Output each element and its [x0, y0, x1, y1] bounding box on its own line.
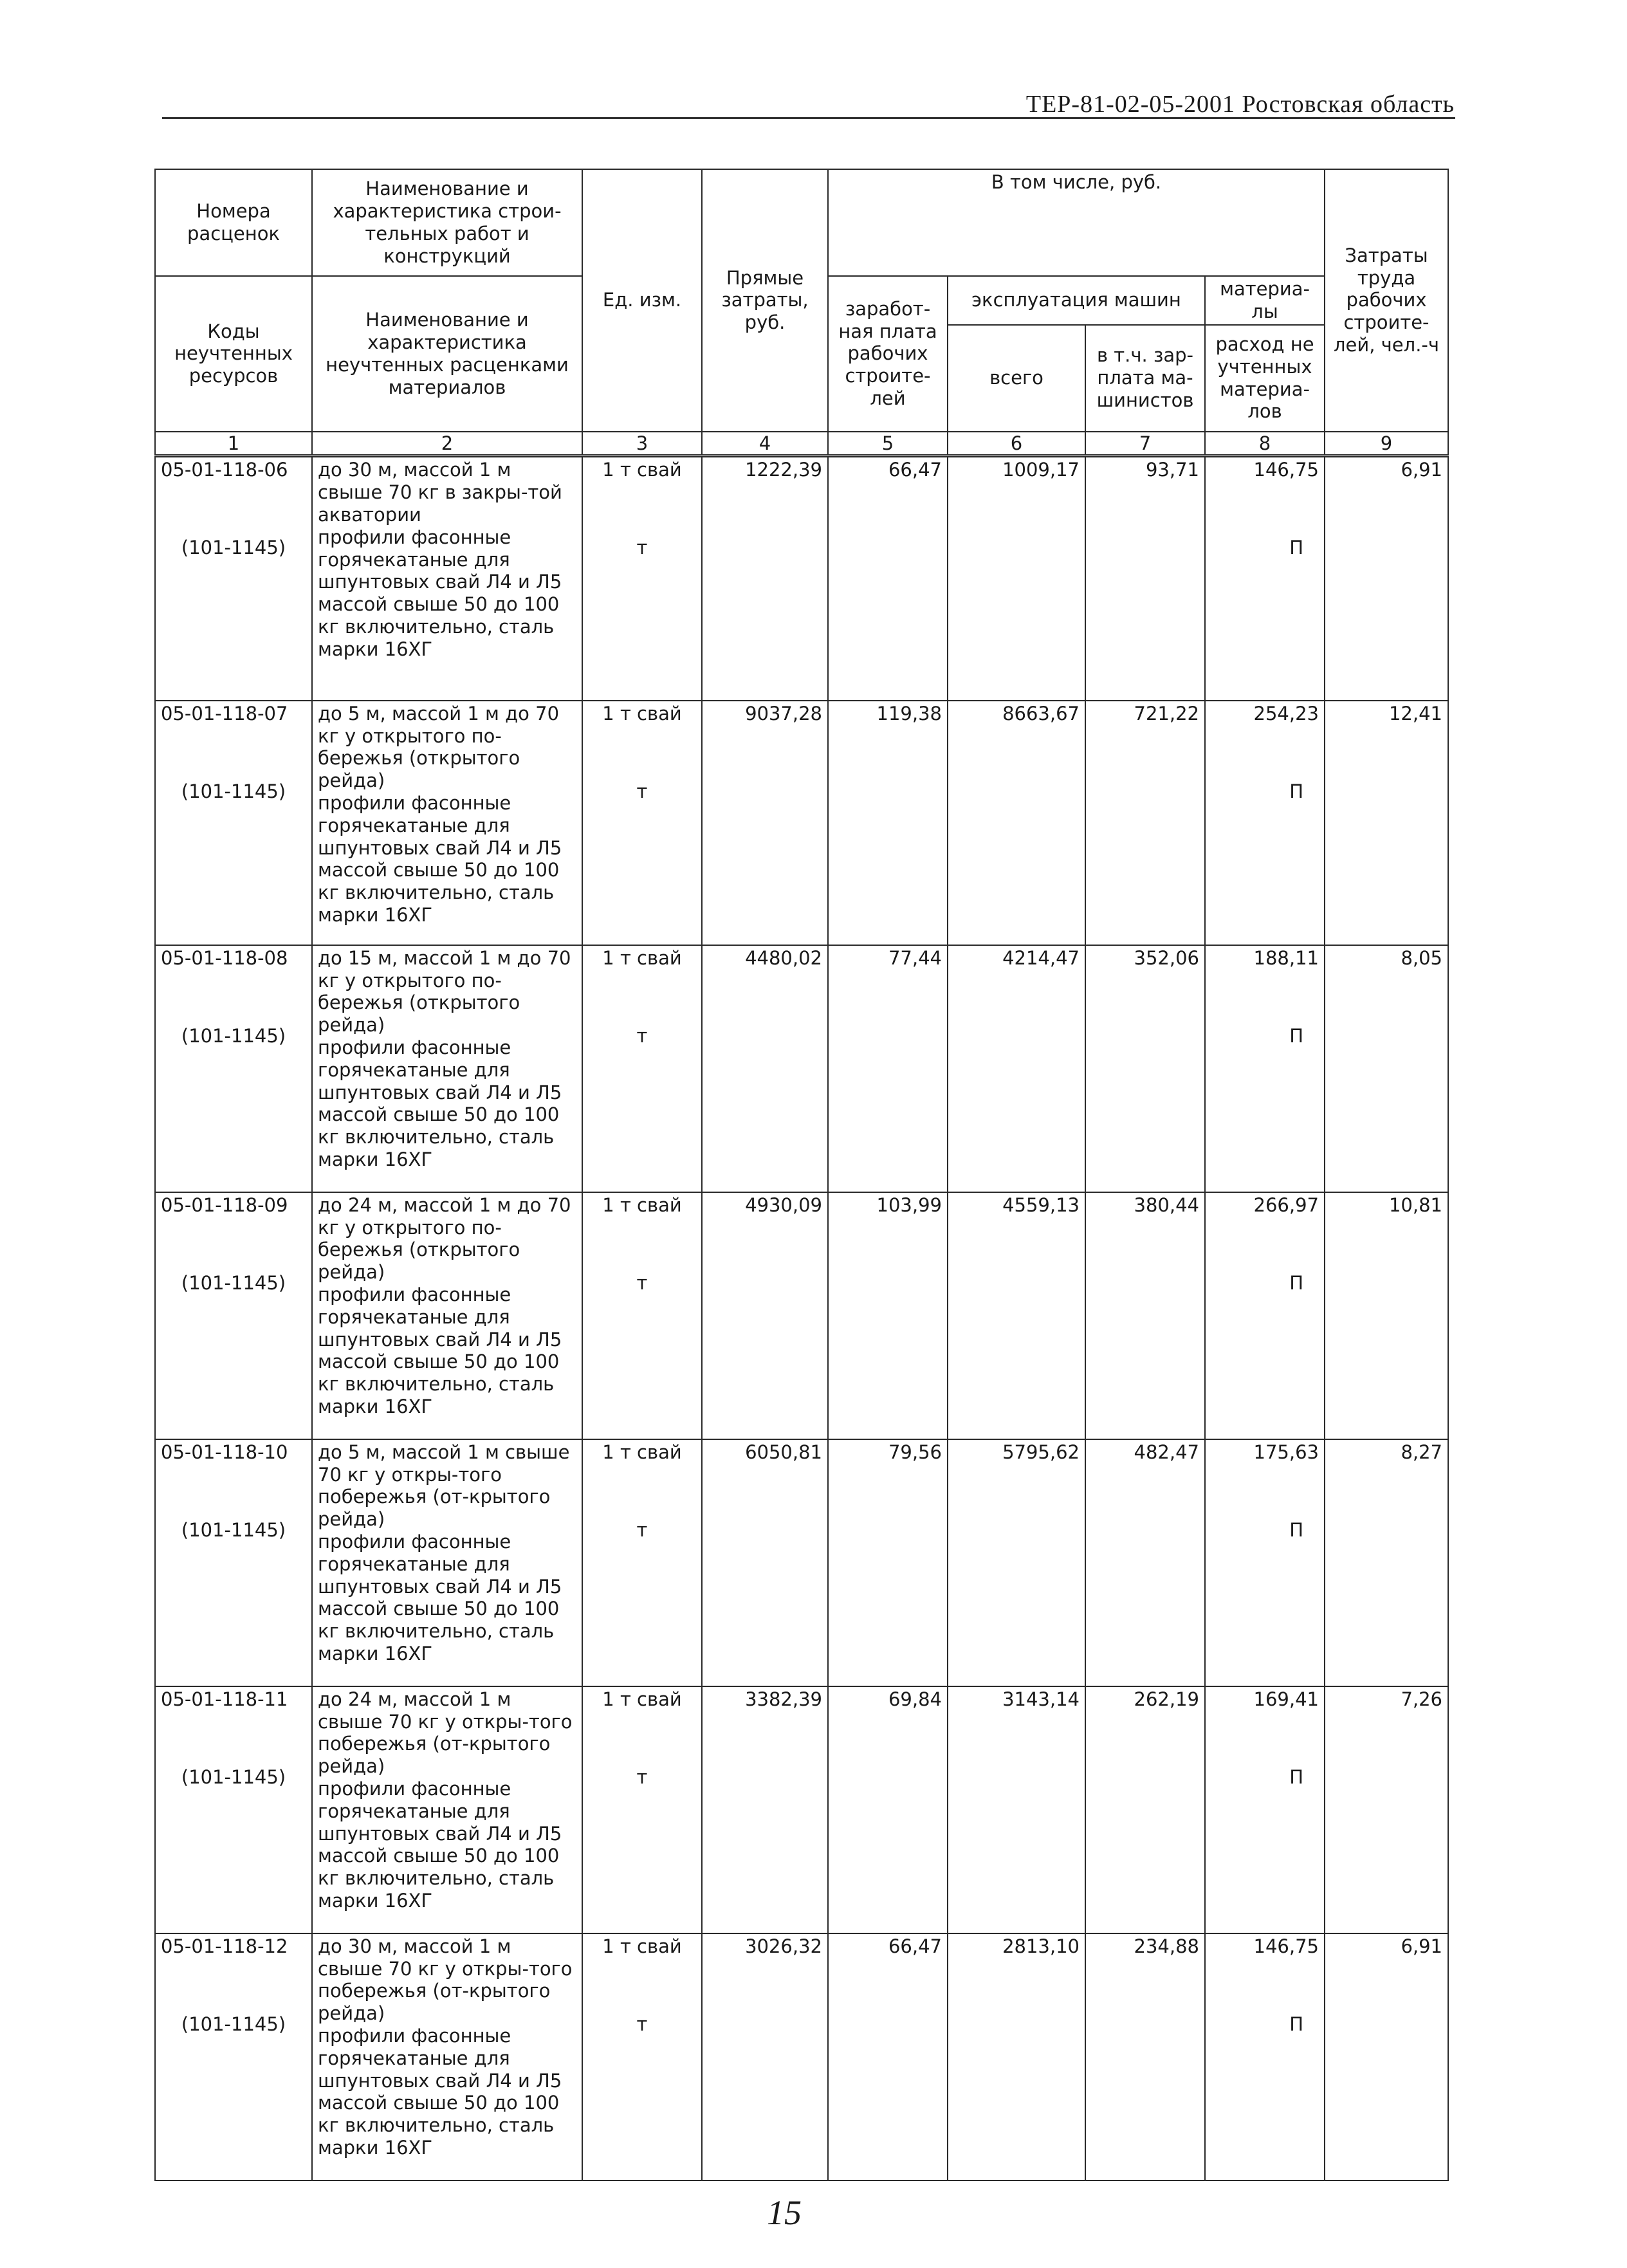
rate-code: 05-01-118-11 — [161, 1688, 288, 1710]
unit-cell — [582, 1192, 702, 1439]
column-number: 1 — [155, 432, 312, 456]
resource-code: (101-1145) — [181, 2013, 286, 2035]
document-header-title: ТЕР-81-02-05-2001 Ростовская область — [1025, 91, 1455, 118]
materials-cell — [1205, 1686, 1325, 1933]
resource-mark: П — [1289, 2013, 1304, 2035]
work-name-cell — [312, 1686, 582, 1933]
unit-cell — [582, 701, 702, 945]
unit: 1 т свай — [602, 702, 682, 724]
table-row — [155, 1439, 1448, 1686]
resource-code: (101-1145) — [181, 1271, 286, 1294]
column-number: 3 — [582, 432, 702, 456]
resource-unit: т — [636, 1518, 648, 1541]
unit-cell — [582, 945, 702, 1192]
rate-code: 05-01-118-07 — [161, 702, 288, 724]
header-codes-bottom: Коды неучтенных ресурсов — [155, 276, 312, 432]
resource-mark: П — [1289, 1024, 1304, 1047]
rate-code-cell — [155, 1192, 312, 1439]
header-wage: заработ-ная плата рабочих строите-лей — [828, 276, 948, 432]
column-number: 5 — [828, 432, 948, 456]
work-name: до 5 м, массой 1 м до 70 кг у открытого по-бережья (открытого рейда) — [318, 702, 560, 792]
materials-cell — [1205, 701, 1325, 945]
resource-code: (101-1145) — [181, 537, 286, 559]
resource-name: профили фасонные горячекатаные для шпунтовых свай Л4 и Л5 массой свыше 50 до 100 кг включительно, сталь марки 16ХГ — [318, 526, 562, 660]
work-name: до 5 м, массой 1 м свыше 70 кг у откры-того побережья (от-крытого рейда) — [318, 1441, 570, 1531]
work-name: до 24 м, массой 1 м свыше 70 кг у откры-того побережья (от-крытого рейда) — [318, 1688, 573, 1778]
unit-cell — [582, 456, 702, 701]
materials-cell — [1205, 945, 1325, 1192]
table-row — [155, 1686, 1448, 1933]
machines-total-cell: 5795,62 — [948, 1439, 1085, 1686]
column-number: 2 — [312, 432, 582, 456]
work-name: до 15 м, массой 1 м до 70 кг у открытого по-бережья (открытого рейда) — [318, 946, 571, 1037]
work-name-cell — [312, 1933, 582, 2180]
wage-cell: 69,84 — [828, 1686, 948, 1933]
unit-cell — [582, 1439, 702, 1686]
table-row — [155, 1192, 1448, 1439]
resource-name: профили фасонные горячекатаные для шпунтовых свай Л4 и Л5 массой свыше 50 до 100 кг включительно, сталь марки 16ХГ — [318, 792, 562, 927]
resource-code: (101-1145) — [181, 780, 286, 802]
rate-code: 05-01-118-12 — [161, 1935, 288, 1957]
unit: 1 т свай — [602, 1688, 682, 1710]
resource-unit: т — [636, 2013, 648, 2035]
materials-cell — [1205, 1439, 1325, 1686]
header-name-top: Наименование и характеристика строи-тельных работ и конструкций — [312, 169, 582, 276]
wage-cell: 66,47 — [828, 1933, 948, 2180]
resource-name: профили фасонные горячекатаные для шпунтовых свай Л4 и Л5 массой свыше 50 до 100 кг включительно, сталь марки 16ХГ — [318, 1284, 562, 1418]
column-number: 6 — [948, 432, 1085, 456]
column-number: 7 — [1085, 432, 1205, 456]
work-name-cell — [312, 701, 582, 945]
table-row — [155, 701, 1448, 945]
materials-cell — [1205, 1933, 1325, 2180]
materials-value: 266,97 — [1253, 1194, 1319, 1216]
rate-code: 05-01-118-06 — [161, 459, 288, 481]
unit: 1 т свай — [602, 459, 682, 481]
rate-code-cell — [155, 1439, 312, 1686]
table-row — [155, 945, 1448, 1192]
labor-cell: 10,81 — [1325, 1192, 1448, 1439]
wage-cell: 79,56 — [828, 1439, 948, 1686]
unit: 1 т свай — [602, 1194, 682, 1216]
machines-total-cell: 1009,17 — [948, 456, 1085, 701]
unit-cell — [582, 1933, 702, 2180]
resource-name: профили фасонные горячекатаные для шпунтовых свай Л4 и Л5 массой свыше 50 до 100 кг включительно, сталь марки 16ХГ — [318, 1778, 562, 1912]
resource-mark: П — [1289, 1766, 1304, 1788]
resource-unit: т — [636, 537, 648, 559]
rate-code: 05-01-118-08 — [161, 946, 288, 969]
materials-value: 169,41 — [1253, 1688, 1319, 1710]
direct-costs-cell: 3026,32 — [702, 1933, 828, 2180]
header-materials-bottom: расход не учтенных материа-лов — [1205, 325, 1325, 432]
machines-total-cell: 8663,67 — [948, 701, 1085, 945]
rates-table — [154, 169, 1449, 2181]
wage-cell: 103,99 — [828, 1192, 948, 1439]
labor-cell: 7,26 — [1325, 1686, 1448, 1933]
column-number: 9 — [1325, 432, 1448, 456]
column-number: 4 — [702, 432, 828, 456]
resource-mark: П — [1289, 780, 1304, 802]
resource-code: (101-1145) — [181, 1024, 286, 1047]
materials-value: 254,23 — [1253, 702, 1319, 724]
labor-cell: 8,05 — [1325, 945, 1448, 1192]
rate-code-cell — [155, 1933, 312, 2180]
work-name: до 24 м, массой 1 м до 70 кг у открытого по-бережья (открытого рейда) — [318, 1194, 571, 1284]
resource-mark: П — [1289, 1271, 1304, 1294]
wage-cell: 66,47 — [828, 456, 948, 701]
work-name: до 30 м, массой 1 м свыше 70 кг в закры-той акватории — [318, 459, 562, 526]
machines-wage-cell: 380,44 — [1085, 1192, 1205, 1439]
rate-code-cell — [155, 456, 312, 701]
resource-name: профили фасонные горячекатаные для шпунтовых свай Л4 и Л5 массой свыше 50 до 100 кг включительно, сталь марки 16ХГ — [318, 1037, 562, 1171]
wage-cell: 119,38 — [828, 701, 948, 945]
header-machines: эксплуатация машин — [948, 276, 1205, 325]
machines-wage-cell: 234,88 — [1085, 1933, 1205, 2180]
materials-cell — [1205, 1192, 1325, 1439]
rate-code-cell — [155, 701, 312, 945]
rates-table-body — [155, 456, 1448, 2180]
materials-cell — [1205, 456, 1325, 701]
machines-wage-cell: 352,06 — [1085, 945, 1205, 1192]
header-machines-total: всего — [948, 325, 1085, 432]
rate-code-cell — [155, 1686, 312, 1933]
resource-unit: т — [636, 780, 648, 802]
work-name-cell — [312, 1192, 582, 1439]
header-machines-wage: в т.ч. зар-плата ма-шинистов — [1085, 325, 1205, 432]
rate-code: 05-01-118-09 — [161, 1194, 288, 1216]
machines-wage-cell: 262,19 — [1085, 1686, 1205, 1933]
column-number: 8 — [1205, 432, 1325, 456]
resource-code: (101-1145) — [181, 1518, 286, 1541]
header-name-bottom: Наименование и характеристика неучтенных расценками материалов — [312, 276, 582, 432]
labor-cell: 8,27 — [1325, 1439, 1448, 1686]
rate-code-cell — [155, 945, 312, 1192]
machines-total-cell: 4214,47 — [948, 945, 1085, 1192]
unit: 1 т свай — [602, 1441, 682, 1463]
materials-value: 188,11 — [1253, 946, 1319, 969]
materials-value: 146,75 — [1253, 459, 1319, 481]
labor-cell: 6,91 — [1325, 456, 1448, 701]
machines-wage-cell: 482,47 — [1085, 1439, 1205, 1686]
resource-name: профили фасонные горячекатаные для шпунтовых свай Л4 и Л5 массой свыше 50 до 100 кг включительно, сталь марки 16ХГ — [318, 1531, 562, 1665]
machines-wage-cell: 93,71 — [1085, 456, 1205, 701]
machines-total-cell: 4559,13 — [948, 1192, 1085, 1439]
materials-value: 146,75 — [1253, 1935, 1319, 1957]
table-row — [155, 1933, 1448, 2180]
page-number: 15 — [767, 2193, 802, 2232]
work-name-cell — [312, 1439, 582, 1686]
header-incl: В том числе, руб. — [828, 169, 1325, 276]
labor-cell: 6,91 — [1325, 1933, 1448, 2180]
direct-costs-cell: 4930,09 — [702, 1192, 828, 1439]
resource-unit: т — [636, 1024, 648, 1047]
materials-value: 175,63 — [1253, 1441, 1319, 1463]
unit: 1 т свай — [602, 946, 682, 969]
resource-code: (101-1145) — [181, 1766, 286, 1788]
direct-costs-cell: 1222,39 — [702, 456, 828, 701]
work-name-cell — [312, 456, 582, 701]
machines-wage-cell: 721,22 — [1085, 701, 1205, 945]
machines-total-cell: 2813,10 — [948, 1933, 1085, 2180]
header-direct-costs: Прямые затраты, руб. — [702, 169, 828, 432]
header-codes-top: Номера расценок — [155, 169, 312, 276]
header-materials-top: материа-лы — [1205, 276, 1325, 325]
machines-total-cell: 3143,14 — [948, 1686, 1085, 1933]
resource-mark: П — [1289, 1518, 1304, 1541]
header-labor: Затраты труда рабочих строите-лей, чел.-ч — [1325, 169, 1448, 432]
work-name-cell — [312, 945, 582, 1192]
direct-costs-cell: 9037,28 — [702, 701, 828, 945]
labor-cell: 12,41 — [1325, 701, 1448, 945]
unit-cell — [582, 1686, 702, 1933]
table-row — [155, 456, 1448, 701]
resource-unit: т — [636, 1271, 648, 1294]
direct-costs-cell: 6050,81 — [702, 1439, 828, 1686]
header-unit: Ед. изм. — [582, 169, 702, 432]
resource-mark: П — [1289, 537, 1304, 559]
wage-cell: 77,44 — [828, 945, 948, 1192]
unit: 1 т свай — [602, 1935, 682, 1957]
resource-name: профили фасонные горячекатаные для шпунтовых свай Л4 и Л5 массой свыше 50 до 100 кг включительно, сталь марки 16ХГ — [318, 2025, 562, 2159]
direct-costs-cell: 4480,02 — [702, 945, 828, 1192]
direct-costs-cell: 3382,39 — [702, 1686, 828, 1933]
rate-code: 05-01-118-10 — [161, 1441, 288, 1463]
work-name: до 30 м, массой 1 м свыше 70 кг у откры-того побережья (от-крытого рейда) — [318, 1935, 573, 2025]
header-rule — [162, 117, 1455, 119]
resource-unit: т — [636, 1766, 648, 1788]
